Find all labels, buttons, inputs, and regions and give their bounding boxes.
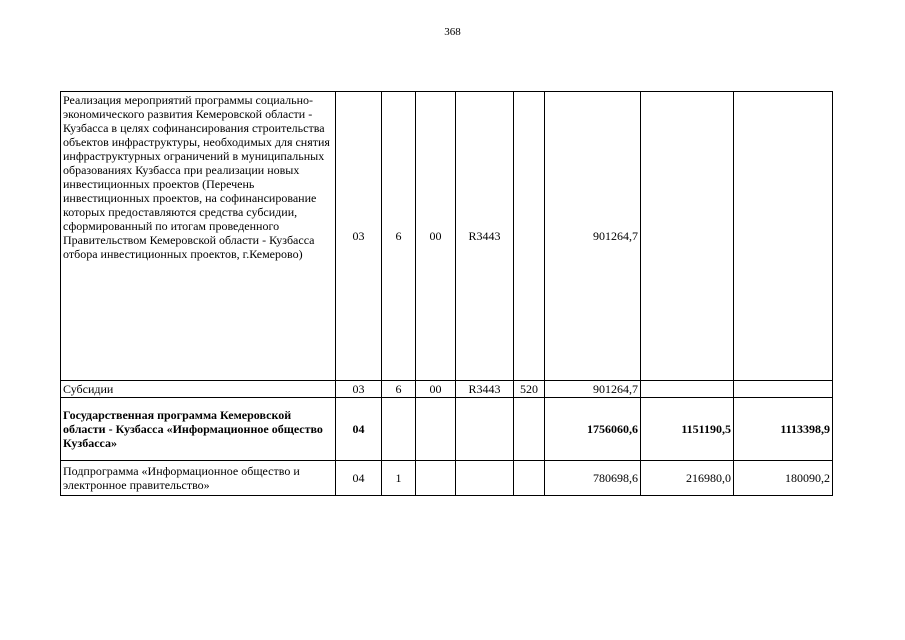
row-name-cell: Субсидии [61, 381, 336, 398]
expense-type-cell [514, 398, 545, 461]
table-row [61, 381, 833, 398]
budget-table [60, 91, 833, 496]
gp-code-cell: 03 [336, 92, 382, 381]
pp-code-cell: 6 [382, 381, 416, 398]
sum-year2-cell [641, 92, 734, 381]
sum-year1-cell: 1756060,6 [545, 398, 641, 461]
om-code-cell: 00 [416, 381, 456, 398]
direction-code-cell: R3443 [456, 381, 514, 398]
sum-year1-cell: 780698,6 [545, 461, 641, 496]
row-name-cell: Реализация мероприятий программы социально-экономического развития Кемеровской области - Кузбасса в целях софинансирования строительства объектов инфраструктуры, необходимых для снятия инфраструктурных ограничений в муниципальных образованиях Кузбасса при реализации новых инвестиционных проектов (Перечень инвестиционных проектов, на софинансирование которых предоставляются средства субсидии, сформированный по итогам проведенного Правительством Кемеровской области - Кузбасса отбора инвестиционных проектов, г.Кемерово) [61, 92, 336, 381]
sum-year2-cell: 216980,0 [641, 461, 734, 496]
sum-year1-cell: 901264,7 [545, 381, 641, 398]
row-name-cell: Государственная программа Кемеровской области - Кузбасса «Информационное общество Кузбасса» [61, 398, 336, 461]
om-code-cell: 00 [416, 92, 456, 381]
sum-year3-cell: 1113398,9 [734, 398, 833, 461]
table-row [61, 92, 833, 381]
direction-code-cell: R3443 [456, 92, 514, 381]
pp-code-cell: 1 [382, 461, 416, 496]
pp-code-cell [382, 398, 416, 461]
direction-code-cell [456, 461, 514, 496]
sum-year2-cell [641, 381, 734, 398]
gp-code-cell: 04 [336, 398, 382, 461]
sum-year3-cell [734, 381, 833, 398]
sum-year3-cell [734, 92, 833, 381]
expense-type-cell [514, 461, 545, 496]
table-row [61, 398, 833, 461]
sum-year1-cell: 901264,7 [545, 92, 641, 381]
sum-year2-cell: 1151190,5 [641, 398, 734, 461]
om-code-cell [416, 461, 456, 496]
expense-type-cell [514, 92, 545, 381]
om-code-cell [416, 398, 456, 461]
row-name-cell: Подпрограмма «Информационное общество и электронное правительство» [61, 461, 336, 496]
direction-code-cell [456, 398, 514, 461]
gp-code-cell: 04 [336, 461, 382, 496]
pp-code-cell: 6 [382, 92, 416, 381]
table-row [61, 461, 833, 496]
expense-type-cell: 520 [514, 381, 545, 398]
gp-code-cell: 03 [336, 381, 382, 398]
sum-year3-cell: 180090,2 [734, 461, 833, 496]
page-number: 368 [444, 26, 461, 38]
